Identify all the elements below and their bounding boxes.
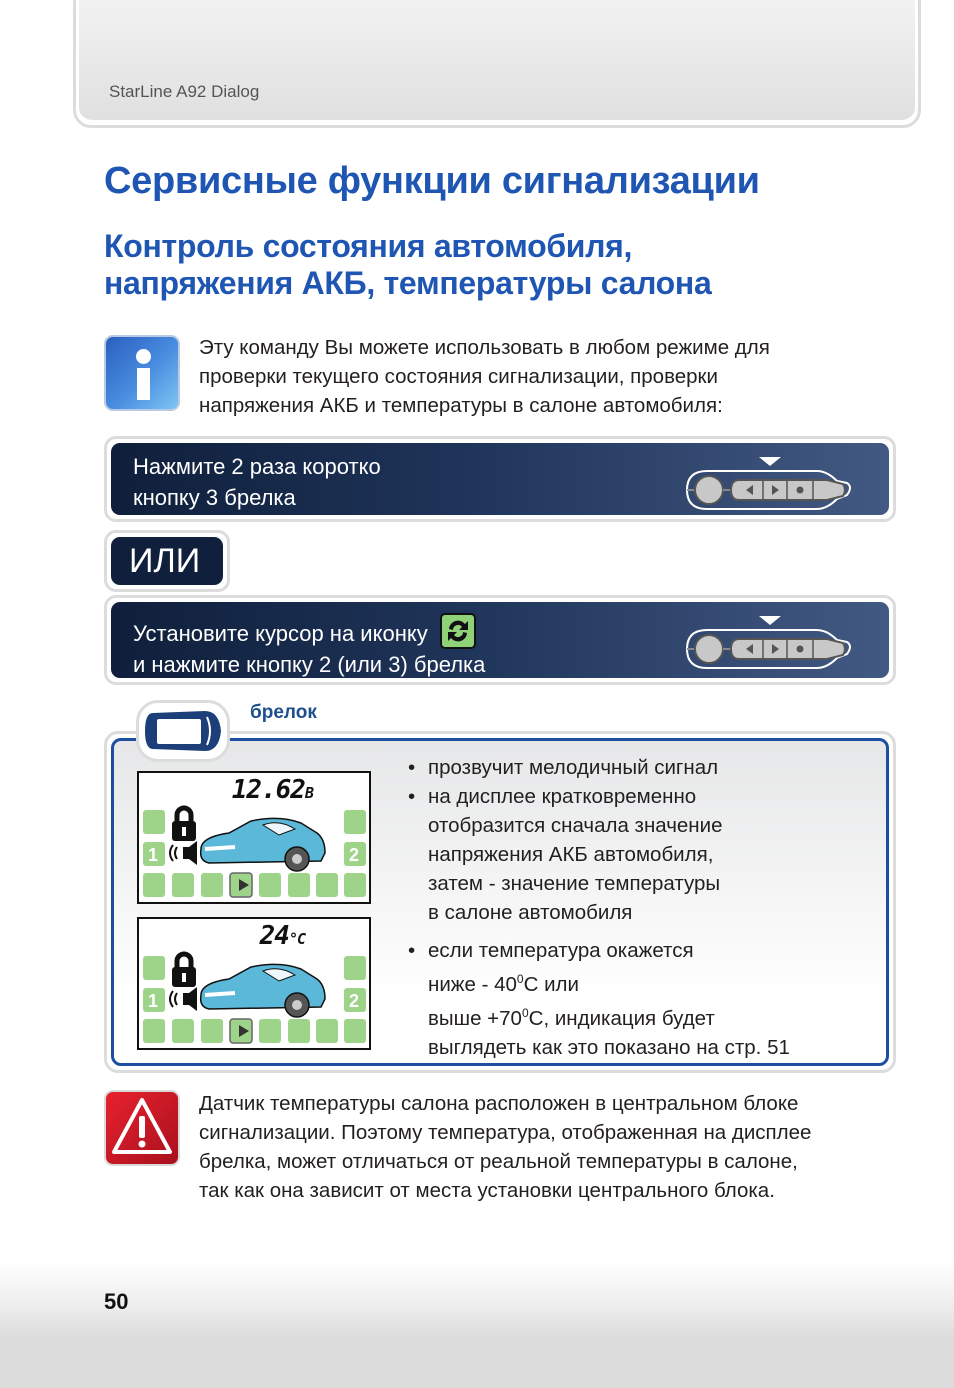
refresh-status-icon	[440, 613, 476, 649]
display-value: 12.62В	[231, 775, 313, 805]
page-reference: выглядеть как это показано на стр. 51	[428, 1036, 790, 1059]
step-panel-1	[104, 436, 896, 522]
svg-text:2: 2	[349, 845, 360, 865]
document-title: StarLine A92 Dialog	[109, 82, 260, 101]
bullet-temperature-range: • если температура окажется ниже - $40^0С$ или выше $+70^0С$, индикация будет выглядеть как это показано на стр. 51	[404, 936, 884, 1062]
header-frame	[73, 0, 921, 128]
keyfob-display-temperature	[137, 917, 371, 1050]
keyfob-buttons-icon	[667, 449, 867, 519]
keyfob-buttons-icon	[667, 608, 867, 678]
intro-text: Эту команду Вы можете использовать в любом режиме для проверки текущего состояния сигнализации, проверки напряжения АКБ и температуры в салоне автомобиля:	[199, 336, 770, 417]
keyfob-display-voltage	[137, 771, 371, 904]
or-label: ИЛИ	[111, 537, 223, 585]
lcd-status-icons	[139, 773, 369, 902]
step-2-text: Установите курсор на иконку и нажмите кнопку 2 (или 3) брелка	[133, 613, 485, 680]
page-title: Сервисные функции сигнализации	[104, 160, 760, 202]
section-title-line1: Контроль состояния автомобиля,	[104, 228, 633, 264]
result-box	[104, 731, 896, 1073]
bullet-display: • на дисплее кратковременно отобразится сначала значение напряжения АКБ автомобиля, затем - значение температуры в салоне автомобиля	[404, 782, 884, 927]
section-title	[104, 228, 711, 302]
keyfob-icon	[139, 703, 227, 759]
or-label-box	[104, 530, 230, 592]
warning-icon	[104, 1090, 180, 1166]
svg-text:1: 1	[148, 991, 159, 1011]
page-footer	[0, 1260, 954, 1388]
keyfob-tab	[136, 700, 230, 762]
bullet-sound: • прозвучит мелодичный сигнал	[404, 753, 884, 782]
step-1-text: Нажмите 2 раза коротко кнопку 3 брелка	[133, 454, 381, 510]
svg-text:1: 1	[148, 845, 159, 865]
section-title-line2: напряжения АКБ, температуры салона	[104, 265, 712, 301]
step-panel-2	[104, 595, 896, 685]
info-icon	[104, 335, 180, 411]
result-bullet-list	[404, 753, 884, 1062]
display-value: 24°С	[259, 921, 305, 951]
lcd-status-icons	[139, 919, 369, 1048]
header-bar	[79, 0, 915, 122]
keyfob-label: брелок	[250, 702, 317, 723]
warning-text: Датчик температуры салона расположен в центральном блоке сигнализации. Поэтому температура, отображенная на дисплее брелка, может отличаться от реальной температуры в салоне, так как она зависит от места установки центрального блока.	[199, 1092, 812, 1202]
svg-text:2: 2	[349, 991, 360, 1011]
page-number: 50	[104, 1289, 129, 1314]
